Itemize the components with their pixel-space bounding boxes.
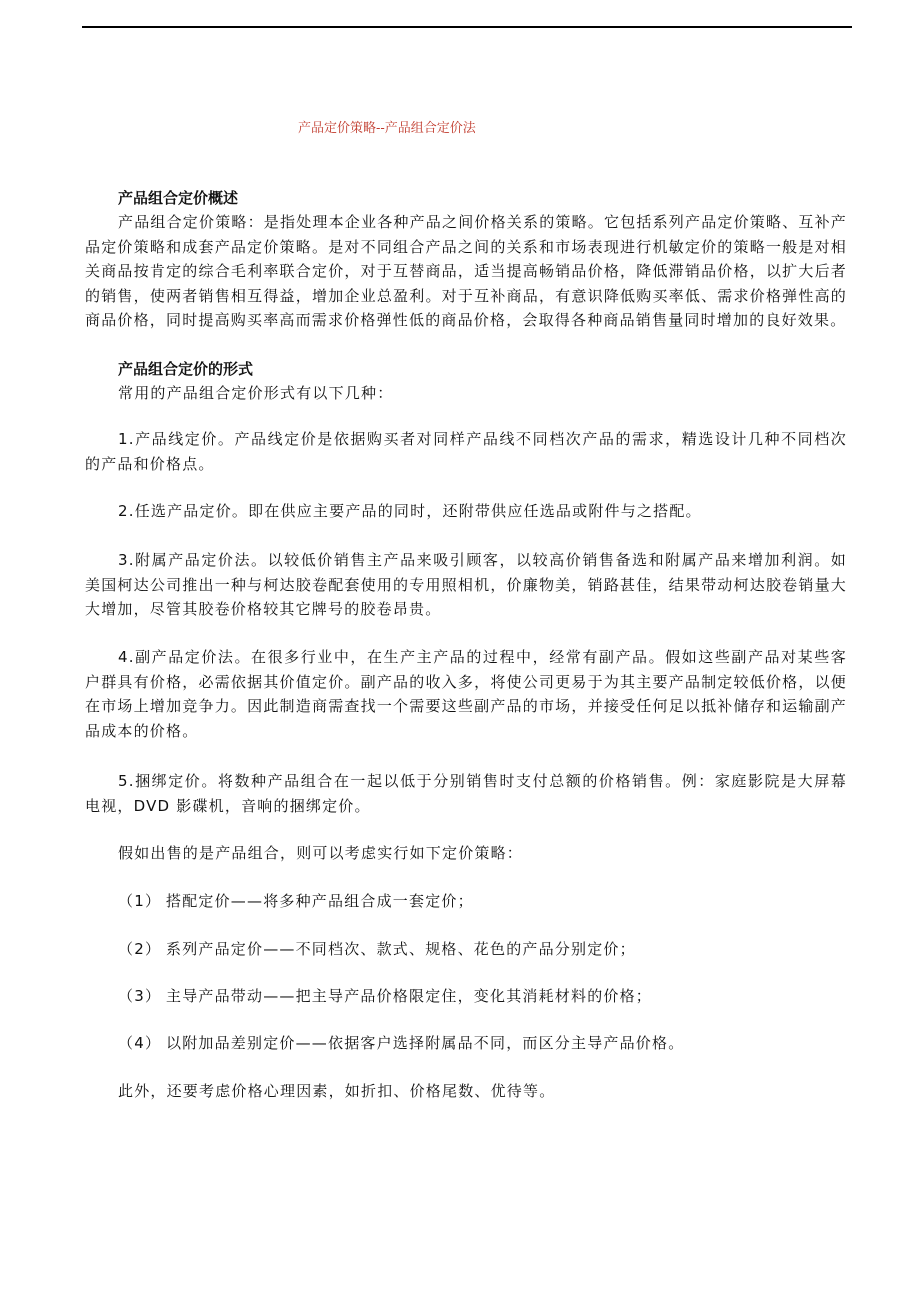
forms-intro: 常用的产品组合定价形式有以下几种： — [118, 384, 394, 402]
strategy-text: 主导产品带动——把主导产品价格限定住，变化其消耗材料的价格； — [166, 987, 653, 1005]
header-rule — [82, 26, 852, 28]
form-item-4: 4.副产品定价法。在很多行业中，在生产主产品的过程中，经常有副产品。假如这些副产品对某些客户群具有价格，必需依据其价值定价。副产品的收入多，将使公司更易于为其主要产品制定较低价格，以便在市场上增加竞争力。因此制造商需查找一个需要这些副产品的市场，并接受任何足以抵补储存和运输副产品成本的价格。 — [85, 648, 847, 740]
section-heading-forms: 产品组合定价的形式 — [118, 360, 254, 378]
strategy-number: （2） — [118, 940, 162, 958]
document-title: 产品定价策略--产品组合定价法 — [298, 121, 476, 136]
strategy-text: 系列产品定价——不同档次、款式、规格、花色的产品分别定价； — [166, 940, 636, 958]
form-item-1: 1.产品线定价。产品线定价是依据购买者对同样产品线不同档次产品的需求，精选设计几种不同档次的产品和价格点。 — [85, 430, 847, 473]
strategy-number: （3） — [118, 987, 162, 1005]
form-item-5: 5.捆绑定价。将数种产品组合在一起以低于分别销售时支付总额的价格销售。例：家庭影院是大屏幕电视，DVD 影碟机，音响的捆绑定价。 — [85, 772, 847, 815]
form-item-2: 2.任选产品定价。即在供应主要产品的同时，还附带供应任选品或附件与之搭配。 — [118, 502, 702, 520]
strategy-item-4 — [118, 1032, 684, 1053]
strategy-item-3 — [118, 985, 652, 1006]
closing-line: 此外，还要考虑价格心理因素，如折扣、价格尾数、优待等。 — [118, 1082, 556, 1100]
section-heading-overview: 产品组合定价概述 — [118, 189, 239, 207]
strategy-intro: 假如出售的是产品组合，则可以考虑实行如下定价策略： — [118, 844, 524, 862]
strategy-number: （4） — [118, 1034, 162, 1052]
strategy-item-2 — [118, 938, 636, 959]
strategy-text: 搭配定价——将多种产品组合成一套定价； — [166, 892, 474, 910]
strategy-text: 以附加品差别定价——依据客户选择附属品不同，而区分主导产品价格。 — [166, 1034, 685, 1052]
strategy-number: （1） — [118, 892, 162, 910]
form-item-3: 3.附属产品定价法。以较低价销售主产品来吸引顾客，以较高价销售备选和附属产品来增加利润。如美国柯达公司推出一种与柯达胶卷配套使用的专用照相机，价廉物美，销路甚佳，结果带动柯达胶卷销量大大增加，尽管其胶卷价格较其它牌号的胶卷昂贵。 — [85, 551, 847, 618]
overview-paragraph: 产品组合定价策略：是指处理本企业各种产品之间价格关系的策略。它包括系列产品定价策略、互补产品定价策略和成套产品定价策略。是对不同组合产品之间的关系和市场表现进行机敏定价的策略一般是对相关商品按肯定的综合毛利率联合定价，对于互替商品，适当提高畅销品价格，降低滞销品价格，以扩大后者的销售，使两者销售相互得益，增加企业总盈利。对于互补商品，有意识降低购买率低、需求价格弹性高的商品价格，同时提高购买率高而需求价格弹性低的商品价格，会取得各种商品销售量同时增加的良好效果。 — [85, 213, 848, 329]
strategy-item-1 — [118, 890, 474, 911]
